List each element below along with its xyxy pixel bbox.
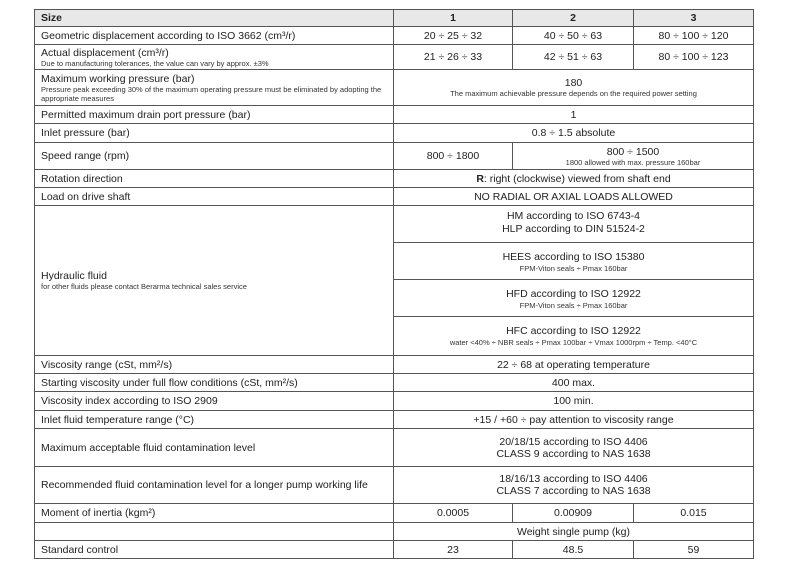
viscosity-index-row bbox=[35, 392, 754, 411]
hydraulic-fluid-note: for other fluids please contact Berarma technical sales service bbox=[41, 282, 247, 291]
geo-displacement-label: Geometric displacement according to ISO 3662 (cm³/r) bbox=[35, 27, 394, 45]
fluid-hfc-line: HFC according to ISO 12922 bbox=[506, 325, 641, 337]
hydraulic-fluid-values bbox=[394, 206, 754, 356]
max-contamination-nas: CLASS 9 according to NAS 1638 bbox=[496, 447, 651, 460]
geo-displacement-s3: 80 ÷ 100 ÷ 120 bbox=[634, 27, 754, 45]
header-size-1: 1 bbox=[394, 10, 513, 27]
actual-displacement-row bbox=[35, 45, 754, 70]
fluid-block-hm bbox=[394, 206, 753, 243]
inlet-temp-value: +15 / +60 ÷ pay attention to viscosity range bbox=[394, 411, 754, 429]
geo-displacement-s2: 40 ÷ 50 ÷ 63 bbox=[513, 27, 634, 45]
actual-displacement-label: Actual displacement (cm³/r) bbox=[41, 46, 169, 59]
standard-control-s1: 23 bbox=[394, 541, 513, 559]
inertia-s3: 0.015 bbox=[634, 504, 754, 523]
speed-range-s1: 800 ÷ 1800 bbox=[394, 143, 513, 170]
fluid-block-hfc bbox=[394, 317, 753, 355]
inlet-pressure-label: Inlet pressure (bar) bbox=[35, 124, 394, 143]
drain-pressure-value: 1 bbox=[394, 106, 754, 124]
inertia-row bbox=[35, 504, 754, 523]
header-row bbox=[35, 10, 754, 27]
rec-contamination-label: Recommended fluid contamination level for a longer pump working life bbox=[35, 467, 394, 504]
rotation-value: : right (clockwise) viewed from shaft end bbox=[483, 172, 671, 185]
rec-contamination-row bbox=[35, 467, 754, 504]
inlet-temp-label: Inlet fluid temperature range (°C) bbox=[35, 411, 394, 429]
standard-control-row bbox=[35, 541, 754, 559]
fluid-hfd-line: HFD according to ISO 12922 bbox=[506, 288, 641, 300]
hydraulic-fluid-label-cell bbox=[35, 206, 394, 356]
geo-displacement-row bbox=[35, 27, 754, 45]
actual-displacement-s3: 80 ÷ 100 ÷ 123 bbox=[634, 45, 754, 70]
fluid-hfd-note: FPM-Viton seals ÷ Pmax 160bar bbox=[519, 301, 628, 310]
drain-pressure-row bbox=[35, 106, 754, 124]
inlet-pressure-value: 0.8 ÷ 1.5 absolute bbox=[394, 124, 754, 143]
weight-empty-cell bbox=[35, 523, 394, 541]
max-contamination-value-cell bbox=[394, 429, 754, 467]
rotation-row bbox=[35, 170, 754, 188]
viscosity-range-value: 22 ÷ 68 at operating temperature bbox=[394, 356, 754, 374]
viscosity-range-row bbox=[35, 356, 754, 374]
max-pressure-value: 180 bbox=[564, 77, 583, 89]
fluid-block-hfd bbox=[394, 280, 753, 317]
max-contamination-label: Maximum acceptable fluid contamination level bbox=[35, 429, 394, 467]
rotation-label: Rotation direction bbox=[35, 170, 394, 188]
header-size-2: 2 bbox=[513, 10, 634, 27]
rotation-value-cell bbox=[394, 170, 754, 188]
starting-viscosity-row bbox=[35, 374, 754, 392]
max-contamination-iso: 20/18/15 according to ISO 4406 bbox=[499, 435, 648, 448]
inlet-temp-row bbox=[35, 411, 754, 429]
header-size-label: Size bbox=[35, 10, 394, 27]
load-label: Load on drive shaft bbox=[35, 188, 394, 206]
load-value: NO RADIAL OR AXIAL LOADS ALLOWED bbox=[394, 188, 754, 206]
weight-row bbox=[35, 523, 754, 541]
speed-range-label: Speed range (rpm) bbox=[35, 143, 394, 170]
drain-pressure-label: Permitted maximum drain port pressure (bar) bbox=[35, 106, 394, 124]
fluid-hlp-line: HLP according to DIN 51524-2 bbox=[502, 223, 645, 235]
weight-label: Weight single pump (kg) bbox=[394, 523, 754, 541]
header-size-3: 3 bbox=[634, 10, 754, 27]
max-pressure-label: Maximum working pressure (bar) bbox=[41, 72, 195, 85]
actual-displacement-s2: 42 ÷ 51 ÷ 63 bbox=[513, 45, 634, 70]
max-pressure-value-note: The maximum achievable pressure depends on the required power setting bbox=[450, 89, 697, 98]
rotation-value-bold: R bbox=[476, 172, 484, 185]
geo-displacement-s1: 20 ÷ 25 ÷ 32 bbox=[394, 27, 513, 45]
rec-contamination-iso: 18/16/13 according to ISO 4406 bbox=[499, 473, 648, 485]
hydraulic-fluid-row bbox=[35, 206, 754, 356]
speed-range-s23-cell bbox=[513, 143, 754, 170]
inertia-label: Moment of inertia (kgm²) bbox=[35, 504, 394, 523]
fluid-hees-note: FPM-Viton seals ÷ Pmax 160bar bbox=[519, 264, 628, 273]
max-pressure-row bbox=[35, 70, 754, 106]
actual-displacement-note: Due to manufacturing tolerances, the value can vary by approx. ±3% bbox=[41, 58, 269, 68]
max-pressure-value-cell bbox=[394, 70, 754, 106]
actual-displacement-label-cell bbox=[35, 45, 394, 70]
viscosity-range-label: Viscosity range (cSt, mm²/s) bbox=[35, 356, 394, 374]
viscosity-index-value: 100 min. bbox=[394, 392, 754, 411]
standard-control-label: Standard control bbox=[35, 541, 394, 559]
inlet-pressure-row bbox=[35, 124, 754, 143]
rec-contamination-value-cell bbox=[394, 467, 754, 504]
max-contamination-row bbox=[35, 429, 754, 467]
standard-control-s2: 48.5 bbox=[513, 541, 634, 559]
max-pressure-label-cell bbox=[35, 70, 394, 106]
speed-range-s23-note: 1800 allowed with max. pressure 160bar bbox=[565, 157, 701, 167]
fluid-hm-line: HM according to ISO 6743-4 bbox=[506, 210, 641, 222]
speed-range-row bbox=[35, 143, 754, 170]
fluid-hfc-note: water <40% ÷ NBR seals ÷ Pmax 100bar ÷ Vmax 1000rpm ÷ Temp. <40°C bbox=[449, 338, 698, 347]
actual-displacement-s1: 21 ÷ 26 ÷ 33 bbox=[394, 45, 513, 70]
fluid-hees-line: HEES according to ISO 15380 bbox=[502, 251, 645, 263]
starting-viscosity-value: 400 max. bbox=[394, 374, 754, 392]
viscosity-index-label: Viscosity index according to ISO 2909 bbox=[35, 392, 394, 411]
rec-contamination-nas: CLASS 7 according to NAS 1638 bbox=[496, 485, 651, 497]
standard-control-s3: 59 bbox=[634, 541, 754, 559]
speed-range-s23: 800 ÷ 1500 bbox=[606, 145, 660, 158]
starting-viscosity-label: Starting viscosity under full flow conditions (cSt, mm²/s) bbox=[35, 374, 394, 392]
inertia-s2: 0.00909 bbox=[513, 504, 634, 523]
inertia-s1: 0.0005 bbox=[394, 504, 513, 523]
max-pressure-note: Pressure peak exceeding 30% of the maximum operating pressure must be eliminated by adopting the appropriate measures bbox=[41, 84, 382, 103]
load-row bbox=[35, 188, 754, 206]
specification-table bbox=[34, 9, 754, 559]
hydraulic-fluid-label: Hydraulic fluid bbox=[41, 270, 107, 282]
fluid-block-hees bbox=[394, 243, 753, 280]
